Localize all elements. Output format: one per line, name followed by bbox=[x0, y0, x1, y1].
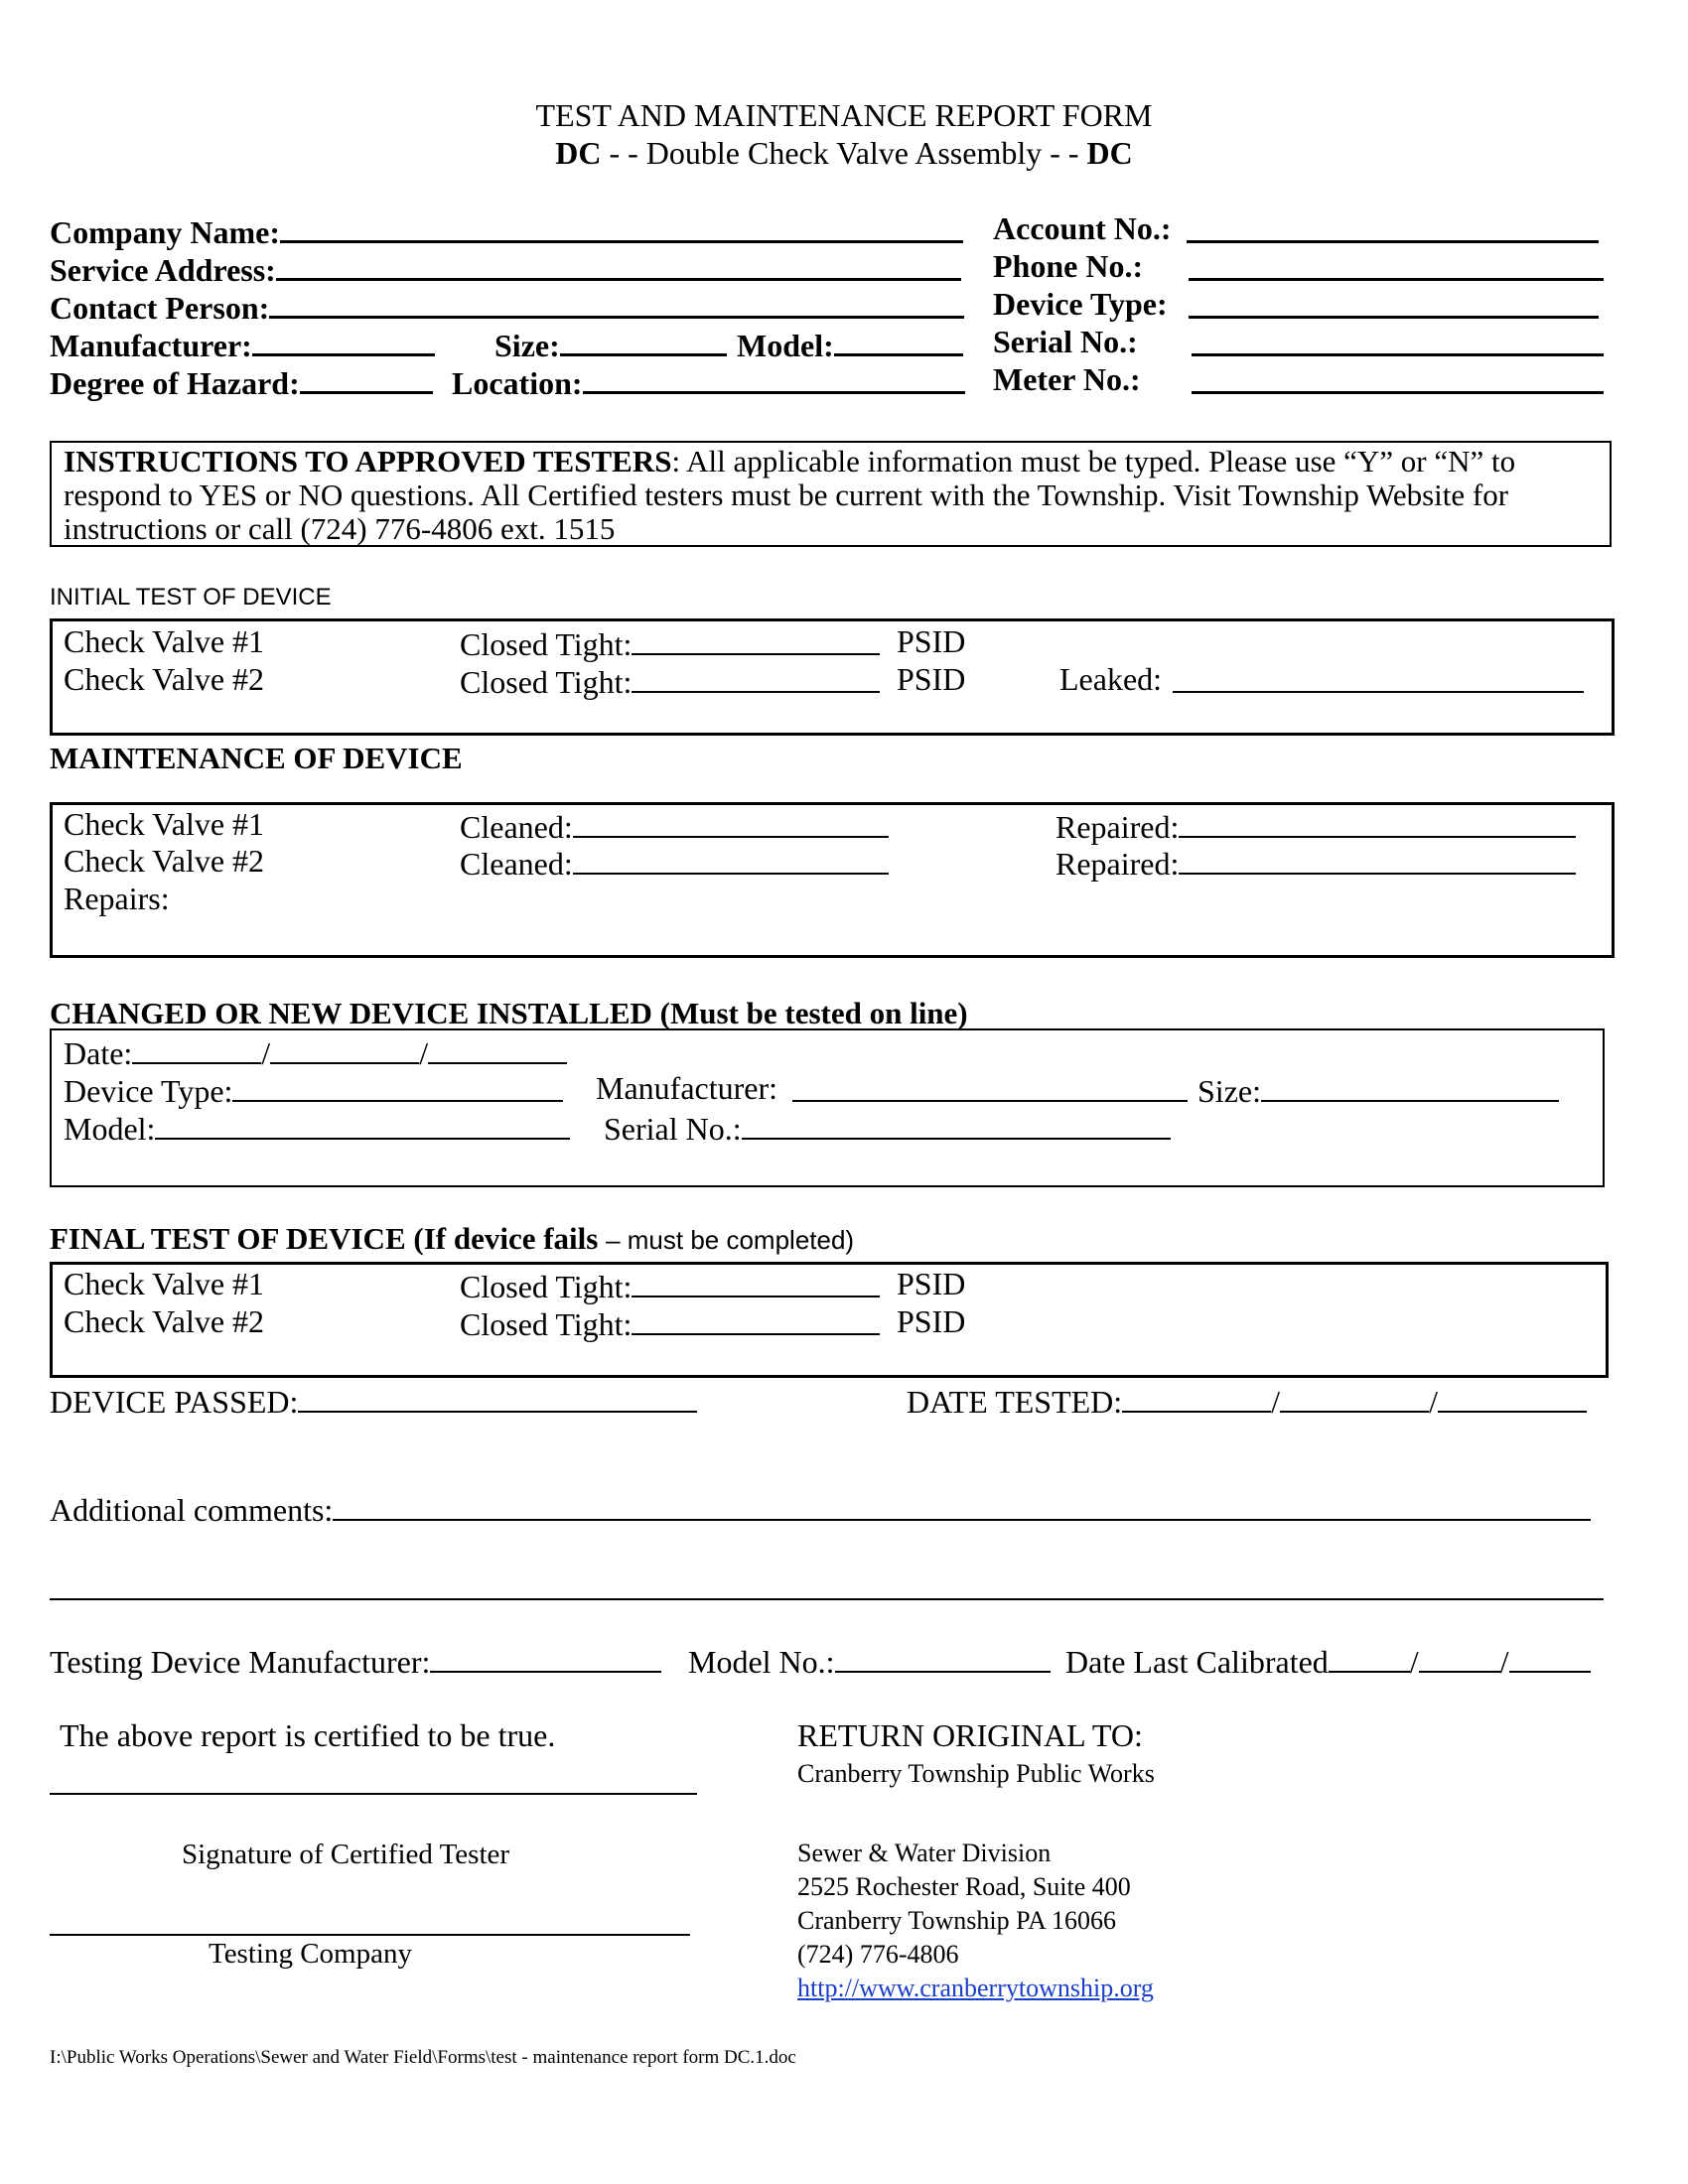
psid-label: PSID bbox=[897, 623, 966, 659]
location-label: Location: bbox=[452, 365, 583, 401]
service-address-field[interactable] bbox=[276, 248, 961, 281]
changed-model-field[interactable] bbox=[155, 1108, 570, 1140]
hazard-label: Degree of Hazard: bbox=[50, 365, 300, 401]
size-field[interactable] bbox=[560, 324, 727, 356]
final-heading-bold: FINAL TEST OF DEVICE (If device fails bbox=[50, 1221, 607, 1256]
cleaned-label: Cleaned: bbox=[460, 846, 573, 882]
subtitle-suffix: DC bbox=[1086, 135, 1133, 171]
calibrated-day-field[interactable] bbox=[1419, 1641, 1500, 1673]
serial-no-label: Serial No.: bbox=[604, 1111, 742, 1147]
changed-device-type-row bbox=[64, 1070, 563, 1110]
repairs-label: Repairs: bbox=[64, 881, 170, 916]
contact-person-row bbox=[50, 286, 964, 327]
final-cv2-label: Check Valve #2 bbox=[64, 1303, 265, 1339]
return-line5: (724) 776-4806 bbox=[797, 1940, 959, 1969]
date-tested-month-field[interactable] bbox=[1122, 1381, 1271, 1413]
date-slash: / bbox=[1429, 1384, 1438, 1420]
maint-cv2-repaired-row bbox=[1055, 843, 1576, 883]
testing-model-row bbox=[688, 1641, 1051, 1681]
final-cv1-closed-field[interactable] bbox=[632, 1266, 880, 1297]
location-row bbox=[452, 361, 965, 402]
date-slash: / bbox=[419, 1035, 429, 1071]
date-tested-day-field[interactable] bbox=[1280, 1381, 1429, 1413]
final-cv1-label: Check Valve #1 bbox=[64, 1266, 265, 1301]
testing-model-field[interactable] bbox=[835, 1641, 1051, 1673]
device-type-label: Device Type: bbox=[993, 286, 1168, 322]
date-last-calibrated-label: Date Last Calibrated bbox=[1065, 1644, 1329, 1680]
maint-cv1-repaired-row bbox=[1055, 806, 1576, 846]
serial-no-label: Serial No.: bbox=[993, 324, 1138, 359]
initial-test-heading: INITIAL TEST OF DEVICE bbox=[50, 584, 332, 611]
device-passed-label: DEVICE PASSED: bbox=[50, 1384, 299, 1420]
manufacturer-label: Manufacturer: bbox=[50, 328, 252, 363]
testing-device-row bbox=[50, 1641, 661, 1681]
device-passed-row bbox=[50, 1381, 697, 1421]
service-address-row bbox=[50, 248, 961, 289]
manufacturer-label: Manufacturer: bbox=[596, 1070, 778, 1106]
closed-tight-label: Closed Tight: bbox=[460, 626, 633, 662]
date-slash: / bbox=[1409, 1644, 1419, 1680]
maint-cv1-repaired-field[interactable] bbox=[1179, 806, 1576, 838]
phone-no-field[interactable] bbox=[1189, 248, 1604, 281]
meter-no-label: Meter No.: bbox=[993, 361, 1141, 397]
changed-manufacturer-row bbox=[596, 1070, 777, 1107]
final-heading-rest: – must be completed) bbox=[606, 1225, 855, 1255]
account-no-label: Account No.: bbox=[993, 210, 1172, 246]
return-line1: Cranberry Township Public Works bbox=[797, 1759, 1155, 1788]
comments-line-2[interactable] bbox=[50, 1598, 1604, 1600]
testing-device-manufacturer-label: Testing Device Manufacturer: bbox=[50, 1644, 431, 1680]
leaked-field[interactable] bbox=[1173, 661, 1584, 693]
return-line4: Cranberry Township PA 16066 bbox=[797, 1906, 1117, 1935]
date-tested-year-field[interactable] bbox=[1438, 1381, 1587, 1413]
cleaned-label: Cleaned: bbox=[460, 809, 573, 845]
changed-date-row bbox=[64, 1032, 567, 1072]
comments-label: Additional comments: bbox=[50, 1492, 334, 1528]
changed-size-row bbox=[1197, 1070, 1559, 1110]
maint-cv2-cleaned-field[interactable] bbox=[573, 843, 889, 875]
signature-label: Signature of Certified Tester bbox=[182, 1839, 510, 1870]
initial-cv2-closed-field[interactable] bbox=[632, 661, 880, 693]
model-label: Model: bbox=[64, 1111, 156, 1147]
maint-cv1-cleaned-row bbox=[460, 806, 889, 846]
instructions-line3: instructions or call (724) 776-4806 ext. 1515 bbox=[64, 511, 616, 546]
township-website-link[interactable]: http://www.cranberrytownship.org bbox=[797, 1974, 1154, 2002]
size-label: Size: bbox=[1197, 1073, 1261, 1109]
changed-model-row bbox=[64, 1108, 570, 1148]
changed-date-day-field[interactable] bbox=[270, 1032, 419, 1064]
changed-size-field[interactable] bbox=[1261, 1070, 1559, 1102]
comments-row bbox=[50, 1489, 1591, 1529]
meter-no-field[interactable] bbox=[1192, 361, 1604, 394]
repaired-label: Repaired: bbox=[1055, 809, 1180, 845]
date-slash: / bbox=[1271, 1384, 1281, 1420]
calibrated-row bbox=[1065, 1641, 1591, 1681]
date-tested-row bbox=[907, 1381, 1587, 1421]
changed-device-type-field[interactable] bbox=[232, 1070, 563, 1102]
company-name-field[interactable] bbox=[280, 210, 963, 243]
psid-label: PSID bbox=[897, 1266, 966, 1301]
initial-cv2-closed-row bbox=[460, 661, 880, 701]
footer-file-path: I:\Public Works Operations\Sewer and Water Field\Forms\test - maintenance report form DC.1.doc bbox=[50, 2047, 796, 2068]
psid-label: PSID bbox=[897, 1303, 966, 1339]
return-line2: Sewer & Water Division bbox=[797, 1839, 1052, 1867]
maint-cv1-label: Check Valve #1 bbox=[64, 806, 265, 842]
final-cv2-closed-row bbox=[460, 1303, 880, 1343]
leaked-label: Leaked: bbox=[1059, 661, 1163, 697]
instructions-line2: respond to YES or NO questions. All Certified testers must be current with the Township. Visit Township Website for bbox=[64, 478, 1509, 512]
calibrated-year-field[interactable] bbox=[1509, 1641, 1591, 1673]
hazard-field[interactable] bbox=[300, 361, 433, 394]
date-slash: / bbox=[261, 1035, 271, 1071]
maint-cv1-cleaned-field[interactable] bbox=[573, 806, 889, 838]
model-field[interactable] bbox=[834, 324, 963, 356]
changed-serial-field[interactable] bbox=[742, 1108, 1171, 1140]
company-name-label: Company Name: bbox=[50, 214, 280, 250]
date-tested-label: DATE TESTED: bbox=[907, 1384, 1123, 1420]
initial-cv1-closed-field[interactable] bbox=[632, 623, 880, 655]
closed-tight-label: Closed Tight: bbox=[460, 664, 633, 700]
model-no-label: Model No.: bbox=[688, 1644, 835, 1680]
psid-label: PSID bbox=[897, 661, 966, 697]
device-type-label: Device Type: bbox=[64, 1073, 233, 1109]
comments-field[interactable] bbox=[333, 1489, 1591, 1521]
hazard-row bbox=[50, 361, 433, 402]
phone-no-label: Phone No.: bbox=[993, 248, 1144, 284]
contact-person-label: Contact Person: bbox=[50, 290, 270, 326]
account-no-field[interactable] bbox=[1187, 210, 1599, 243]
changed-manufacturer-field[interactable] bbox=[792, 1070, 1188, 1102]
size-label: Size: bbox=[494, 328, 560, 363]
maint-cv2-label: Check Valve #2 bbox=[64, 843, 265, 879]
maintenance-heading: MAINTENANCE OF DEVICE bbox=[50, 741, 463, 775]
return-heading: RETURN ORIGINAL TO: bbox=[797, 1717, 1143, 1753]
form-title: TEST AND MAINTENANCE REPORT FORM bbox=[535, 97, 1153, 133]
maint-cv2-repaired-field[interactable] bbox=[1179, 843, 1576, 875]
date-label: Date: bbox=[64, 1035, 133, 1071]
service-address-label: Service Address: bbox=[50, 252, 276, 288]
changed-date-year-field[interactable] bbox=[428, 1032, 567, 1064]
testing-company-line[interactable] bbox=[50, 1934, 690, 1936]
return-line3: 2525 Rochester Road, Suite 400 bbox=[797, 1872, 1131, 1901]
size-row bbox=[494, 324, 727, 364]
instructions-heading: INSTRUCTIONS TO APPROVED TESTERS bbox=[64, 444, 672, 478]
contact-person-field[interactable] bbox=[269, 286, 964, 319]
manufacturer-field[interactable] bbox=[252, 324, 435, 356]
leaked-row bbox=[1059, 661, 1162, 698]
serial-no-field[interactable] bbox=[1192, 324, 1604, 356]
signature-line[interactable] bbox=[50, 1793, 697, 1795]
location-field[interactable] bbox=[583, 361, 965, 394]
closed-tight-label: Closed Tight: bbox=[460, 1306, 633, 1342]
changed-date-month-field[interactable] bbox=[132, 1032, 261, 1064]
calibrated-month-field[interactable] bbox=[1329, 1641, 1410, 1673]
testing-device-manufacturer-field[interactable] bbox=[430, 1641, 661, 1673]
initial-cv1-closed-row bbox=[460, 623, 880, 663]
changed-serial-row bbox=[604, 1108, 1171, 1148]
final-test-heading bbox=[50, 1221, 854, 1257]
instructions-line1 bbox=[64, 444, 1515, 479]
model-row bbox=[737, 324, 963, 364]
repaired-label: Repaired: bbox=[1055, 846, 1180, 882]
final-cv1-closed-row bbox=[460, 1266, 880, 1305]
initial-cv1-label: Check Valve #1 bbox=[64, 623, 265, 659]
certification-statement: The above report is certified to be true. bbox=[60, 1717, 556, 1753]
final-cv2-closed-field[interactable] bbox=[632, 1303, 880, 1335]
device-passed-field[interactable] bbox=[298, 1381, 697, 1413]
date-slash: / bbox=[1499, 1644, 1509, 1680]
model-label: Model: bbox=[737, 328, 834, 363]
subtitle-mid: - - Double Check Valve Assembly - - bbox=[601, 135, 1087, 171]
company-name-row bbox=[50, 210, 963, 251]
subtitle-prefix: DC bbox=[555, 135, 602, 171]
changed-heading: CHANGED OR NEW DEVICE INSTALLED (Must be tested on line) bbox=[50, 996, 968, 1030]
closed-tight-label: Closed Tight: bbox=[460, 1269, 633, 1304]
manufacturer-row bbox=[50, 324, 435, 364]
device-type-field[interactable] bbox=[1189, 286, 1599, 319]
form-subtitle bbox=[0, 135, 1688, 172]
return-website-row bbox=[797, 1974, 1154, 2003]
instructions-text1: : All applicable information must be typed. Please use “Y” or “N” to bbox=[671, 444, 1516, 478]
initial-cv2-label: Check Valve #2 bbox=[64, 661, 265, 697]
testing-company-label: Testing Company bbox=[209, 1938, 412, 1970]
maint-cv2-cleaned-row bbox=[460, 843, 889, 883]
